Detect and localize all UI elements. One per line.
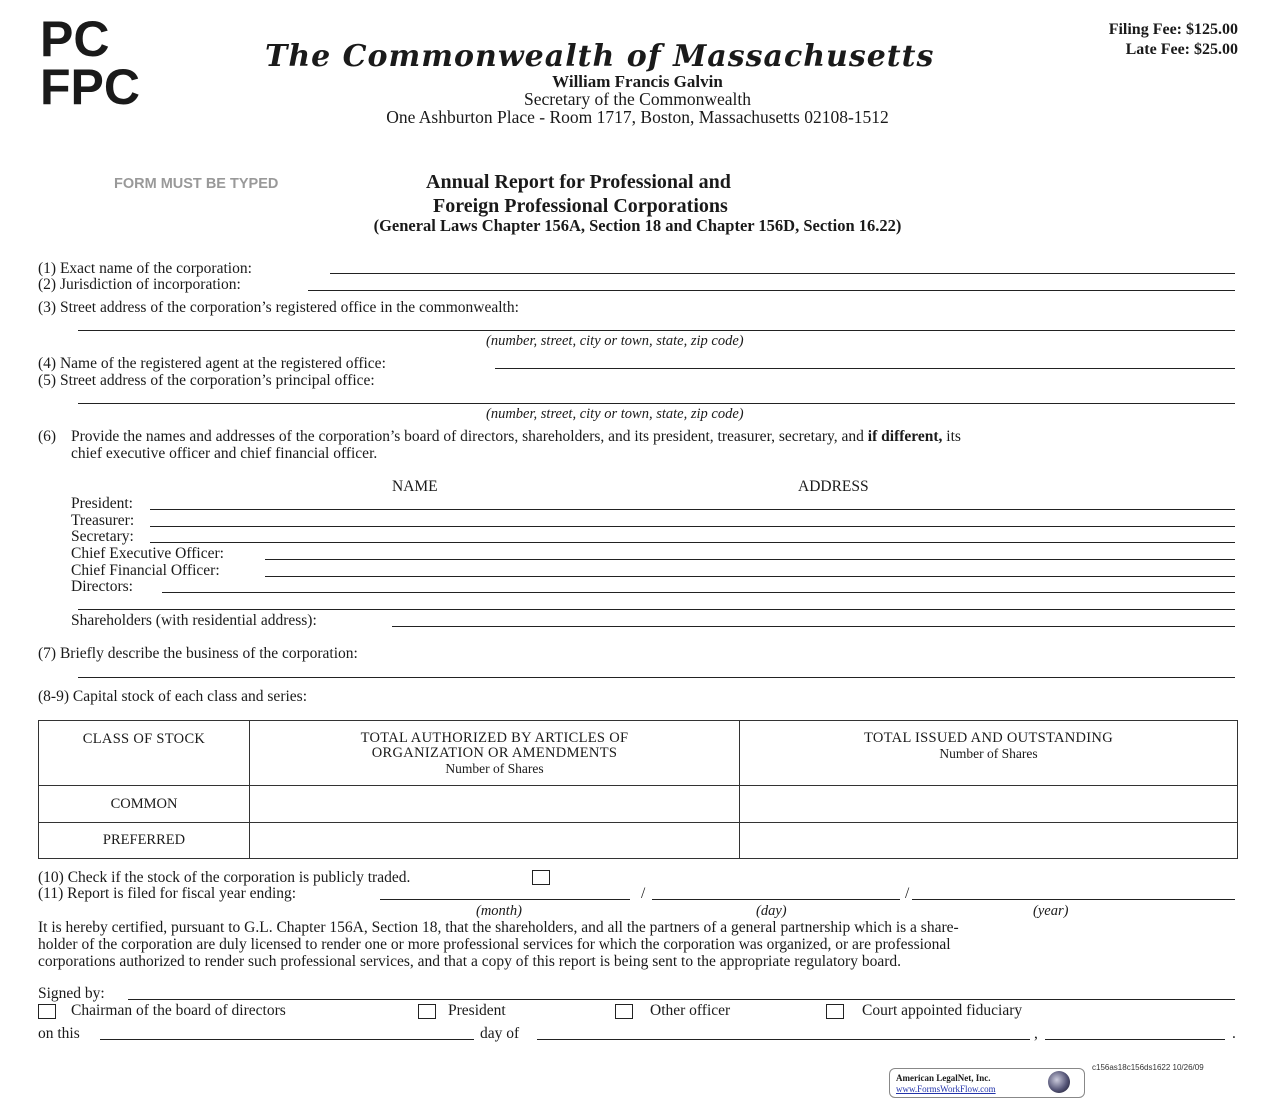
registered-agent-field[interactable] bbox=[495, 368, 1235, 369]
field-7-label: (7) Briefly describe the business of the corporation: bbox=[38, 645, 358, 662]
period: . bbox=[1232, 1025, 1236, 1042]
common-authorized-cell[interactable] bbox=[250, 786, 740, 823]
header-total-issued bbox=[740, 721, 1238, 786]
president-role-label: President bbox=[448, 1002, 506, 1019]
table-row bbox=[39, 823, 1238, 859]
field-6-its: its bbox=[942, 428, 961, 445]
fiduciary-checkbox[interactable] bbox=[826, 1004, 844, 1019]
legalnet-website-link[interactable]: www.FormsWorkFlow.com bbox=[896, 1084, 996, 1094]
principal-office-address-field[interactable] bbox=[78, 403, 1235, 404]
jurisdiction-field[interactable] bbox=[308, 290, 1235, 291]
form-must-be-typed-notice: FORM MUST BE TYPED bbox=[114, 176, 279, 192]
signed-by-label: Signed by: bbox=[38, 985, 105, 1002]
month-caption: (month) bbox=[476, 903, 522, 919]
day-caption: (day) bbox=[756, 903, 787, 919]
registered-address-caption: (number, street, city or town, state, zip code) bbox=[486, 333, 744, 349]
preferred-authorized-cell[interactable] bbox=[250, 823, 740, 859]
field-6-text: Provide the names and addresses of the corporation’s board of directors, shareholders, and its president, treasurer, secretary, and bbox=[71, 428, 868, 445]
class-common: COMMON bbox=[39, 786, 250, 823]
chairman-label: Chairman of the board of directors bbox=[71, 1002, 286, 1019]
field-4-label: (4) Name of the registered agent at the registered office: bbox=[38, 355, 386, 372]
field-6-if-different: if different, bbox=[867, 428, 943, 445]
registered-office-address-field[interactable] bbox=[78, 330, 1235, 331]
preferred-issued-cell[interactable] bbox=[740, 823, 1238, 859]
corporation-name-field[interactable] bbox=[330, 273, 1235, 274]
field-3-label: (3) Street address of the corporation’s registered office in the commonwealth: bbox=[38, 299, 519, 316]
directors-label: Directors: bbox=[71, 578, 133, 595]
signing-day-field[interactable] bbox=[100, 1039, 474, 1040]
field-10-label: (10) Check if the stock of the corporation is publicly traded. bbox=[38, 869, 411, 886]
directors-field[interactable] bbox=[162, 592, 1235, 593]
cfo-label: Chief Financial Officer: bbox=[71, 562, 220, 579]
certification-line-3: corporations authorized to render such professional services, and that a copy of this report is being sent to the appropriate regulatory board. bbox=[38, 953, 901, 970]
header-issued-line1: TOTAL ISSUED AND OUTSTANDING bbox=[864, 730, 1113, 746]
president-label: President: bbox=[71, 495, 133, 512]
legalnet-badge[interactable] bbox=[889, 1068, 1085, 1098]
signature-field[interactable] bbox=[128, 999, 1235, 1000]
president-field[interactable] bbox=[150, 509, 1235, 510]
fiscal-year-field[interactable] bbox=[912, 899, 1235, 900]
certification-line-2: holder of the corporation are duly licensed to render one or more professional services for which the corporation was organized, or are professional bbox=[38, 936, 951, 953]
header-auth-line3: Number of Shares bbox=[445, 761, 544, 776]
cfo-field[interactable] bbox=[265, 576, 1235, 577]
filing-fee: Filing Fee: $125.00 bbox=[1108, 21, 1238, 38]
fiduciary-label: Court appointed fiduciary bbox=[862, 1002, 1023, 1019]
field-6-label-line1 bbox=[71, 429, 961, 445]
header-class-of-stock: CLASS OF STOCK bbox=[39, 721, 250, 786]
header-issued-line2: Number of Shares bbox=[939, 746, 1038, 761]
field-11-label: (11) Report is filed for fiscal year ending: bbox=[38, 885, 297, 902]
fiscal-day-field[interactable] bbox=[652, 899, 900, 900]
state-title: The Commonwealth of Massachusetts bbox=[265, 39, 935, 74]
field-5-label: (5) Street address of the corporation’s principal office: bbox=[38, 372, 375, 389]
table-row bbox=[39, 786, 1238, 823]
secretary-name: William Francis Galvin bbox=[552, 72, 723, 91]
field-8-9-label: (8-9) Capital stock of each class and series: bbox=[38, 688, 308, 705]
business-description-field[interactable] bbox=[78, 677, 1235, 678]
date-slash-2: / bbox=[905, 885, 910, 902]
other-officer-checkbox[interactable] bbox=[615, 1004, 633, 1019]
field-6-number: (6) bbox=[38, 428, 57, 445]
date-slash-1: / bbox=[641, 885, 646, 902]
other-officer-label: Other officer bbox=[650, 1002, 731, 1019]
president-checkbox[interactable] bbox=[418, 1004, 436, 1019]
ceo-field[interactable] bbox=[265, 559, 1235, 560]
fiscal-month-field[interactable] bbox=[380, 899, 630, 900]
late-fee: Late Fee: $25.00 bbox=[1125, 41, 1238, 58]
year-caption: (year) bbox=[1033, 903, 1069, 919]
header-auth-line1: TOTAL AUTHORIZED BY ARTICLES OF bbox=[360, 730, 629, 746]
field-1-label: (1) Exact name of the corporation: bbox=[38, 260, 252, 277]
certification-line-1: It is hereby certified, pursuant to G.L. Chapter 156A, Section 18, that the shareholders, and all the partners of a general partnership which is a share- bbox=[38, 919, 959, 936]
signing-month-field[interactable] bbox=[537, 1039, 1030, 1040]
form-title-line2: Foreign Professional Corporations bbox=[433, 195, 728, 217]
publicly-traded-checkbox[interactable] bbox=[532, 870, 550, 885]
treasurer-field[interactable] bbox=[150, 526, 1235, 527]
column-name-heading: NAME bbox=[392, 478, 438, 495]
class-preferred: PREFERRED bbox=[39, 823, 250, 859]
shareholders-field[interactable] bbox=[392, 626, 1235, 627]
capital-stock-table bbox=[38, 720, 1238, 859]
form-title-statute: (General Laws Chapter 156A, Section 18 and Chapter 156D, Section 16.22) bbox=[373, 216, 902, 235]
office-address: One Ashburton Place - Room 1717, Boston, Massachusetts 02108-1512 bbox=[386, 107, 889, 127]
legalnet-company: American LegalNet, Inc. bbox=[896, 1073, 991, 1083]
principal-address-caption: (number, street, city or town, state, zip code) bbox=[486, 406, 744, 422]
document-code: c156as18c156ds1622 10/26/09 bbox=[1092, 1063, 1204, 1072]
field-6-label-line2: chief executive officer and chief financial officer. bbox=[71, 445, 378, 462]
chairman-checkbox[interactable] bbox=[38, 1004, 56, 1019]
secretary-field[interactable] bbox=[150, 542, 1235, 543]
field-2-label: (2) Jurisdiction of incorporation: bbox=[38, 276, 241, 293]
form-code-fpc: FPC bbox=[40, 59, 140, 115]
secretary-title: Secretary of the Commonwealth bbox=[524, 89, 751, 109]
day-of-label: day of bbox=[480, 1025, 520, 1042]
table-header-row bbox=[39, 721, 1238, 786]
header-total-authorized bbox=[250, 721, 740, 786]
comma: , bbox=[1034, 1025, 1038, 1042]
treasurer-label: Treasurer: bbox=[71, 512, 135, 529]
form-code-pc: PC bbox=[40, 11, 110, 67]
on-this-label: on this bbox=[38, 1025, 80, 1042]
ceo-label: Chief Executive Officer: bbox=[71, 545, 224, 562]
form-title-line1: Annual Report for Professional and bbox=[426, 171, 731, 193]
column-address-heading: ADDRESS bbox=[798, 478, 869, 495]
header-auth-line2: ORGANIZATION OR AMENDMENTS bbox=[371, 745, 618, 761]
common-issued-cell[interactable] bbox=[740, 786, 1238, 823]
signing-year-field[interactable] bbox=[1045, 1039, 1225, 1040]
globe-logo-icon bbox=[1048, 1071, 1070, 1093]
shareholders-label: Shareholders (with residential address): bbox=[71, 612, 317, 629]
secretary-label: Secretary: bbox=[71, 528, 134, 545]
directors-field-continued[interactable] bbox=[78, 609, 1235, 610]
